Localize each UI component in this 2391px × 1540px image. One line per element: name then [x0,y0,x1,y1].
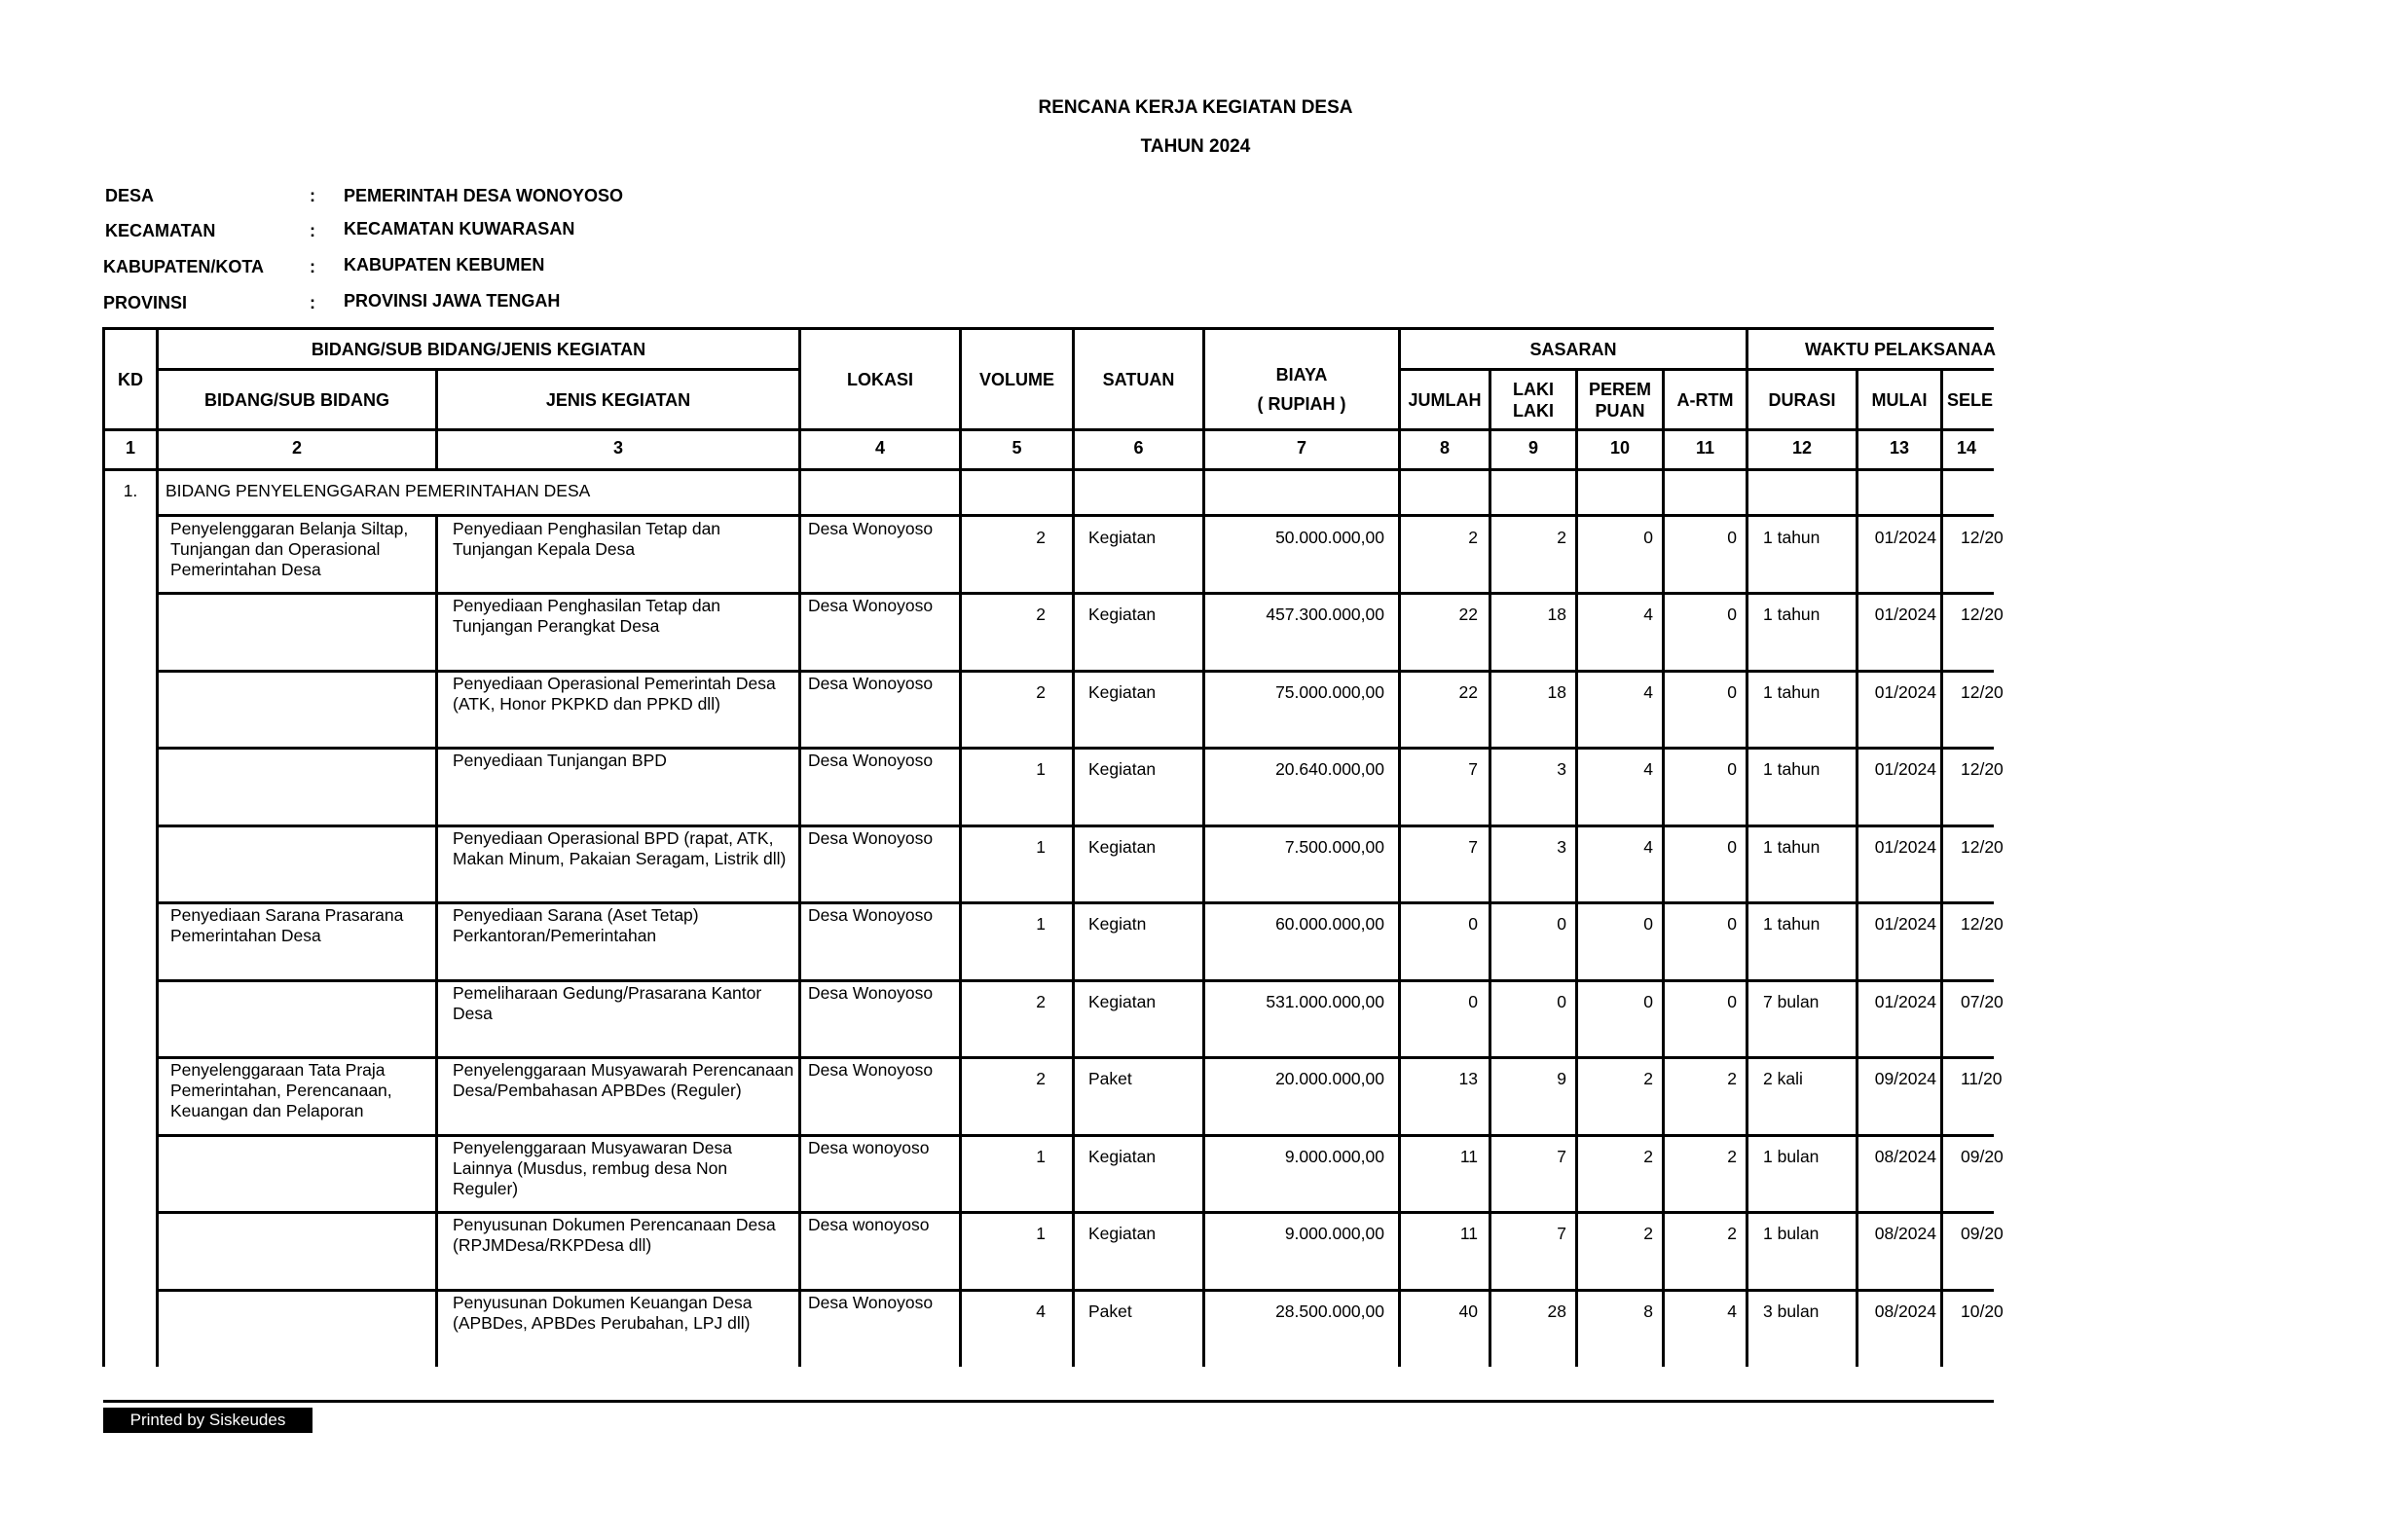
cell-mulai: 01/2024 [1874,914,1936,934]
cell-volume: 1 [1036,1224,1046,1243]
info-value-desa: PEMERINTAH DESA WONOYOSO [344,186,624,205]
header-volume: VOLUME [978,369,1054,389]
cell-biaya: 9.000.000,00 [1284,1224,1384,1243]
cell-mulai: 01/2024 [1874,528,1936,547]
cell-laki: 28 [1547,1302,1566,1321]
cell-bidang [170,751,431,821]
cell-perempuan: 2 [1643,1224,1653,1243]
col-number: 9 [1527,438,1538,458]
cell-durasi: 2 kali [1763,1069,1803,1088]
col-number: 8 [1439,438,1450,458]
header-perempuan-line2: PUAN [1595,400,1645,421]
grid-line [1072,327,1075,1367]
cell-laki: 3 [1557,837,1566,857]
header-laki-line1: LAKI [1513,379,1554,399]
cell-volume: 1 [1036,759,1046,779]
cell-durasi: 1 tahun [1763,605,1821,624]
cell-mulai: 08/2024 [1874,1302,1936,1321]
info-sep: : [310,186,315,205]
cell-mulai: 01/2024 [1874,837,1936,857]
cell-volume: 2 [1036,1069,1046,1088]
cell-bidang: Penyelenggaraan Tata Praja Pemerintahan, Perencanaan, Keuangan dan Pelaporan [170,1060,392,1120]
cell-jenis: Penyelenggaraan Musyawarah Perencanaan Desa/Pembahasan APBDes (Reguler) [453,1060,794,1100]
header-biaya-line2: ( RUPIAH ) [1257,394,1346,414]
header-satuan: SATUAN [1102,369,1175,389]
cell-artm: 0 [1727,528,1737,547]
col-number: 12 [1791,438,1813,458]
cell-laki: 7 [1557,1147,1566,1166]
cell-lokasi: Desa Wonoyoso [808,596,934,615]
grid-line [798,327,801,1367]
cell-bidang [170,1138,431,1208]
cell-selesai: 12/20 [1961,759,2004,779]
cell-jumlah: 13 [1458,1069,1478,1088]
cell-selesai: 11/20 [1961,1069,2003,1088]
cell-artm: 0 [1727,682,1737,702]
header-artm: A-RTM [1676,389,1734,410]
header-bidang-group: BIDANG/SUB BIDANG/JENIS KEGIATAN [311,339,646,359]
cell-jenis: Penyediaan Tunjangan BPD [453,751,667,770]
cell-perempuan: 4 [1643,837,1653,857]
cell-biaya: 7.500.000,00 [1284,837,1384,857]
cell-selesai: 12/20 [1961,914,2004,934]
cell-jenis: Penyediaan Penghasilan Tetap dan Tunjangan Perangkat Desa [453,596,721,636]
cell-bidang [170,983,431,1053]
cell-artm: 0 [1727,914,1737,934]
cell-artm: 0 [1727,837,1737,857]
cell-satuan: Kegiatan [1088,1147,1157,1166]
grid-line [1489,368,1491,1367]
col-number: 11 [1695,438,1715,458]
cell-jumlah: 11 [1459,1224,1478,1243]
cell-lokasi: Desa Wonoyoso [808,519,934,538]
cell-perempuan: 2 [1643,1069,1653,1088]
cell-durasi: 7 bulan [1763,992,1820,1011]
cell-artm: 2 [1727,1069,1737,1088]
cell-selesai: 12/20 [1961,605,2004,624]
header-bidang: BIDANG/SUB BIDANG [203,389,389,410]
grid-line [102,428,1994,431]
cell-artm: 2 [1727,1147,1737,1166]
col-number: 1 [125,438,135,458]
info-label-kecamatan: KECAMATAN [105,221,216,240]
cell-satuan: Kegiatan [1088,528,1157,547]
cell-jumlah: 7 [1468,759,1478,779]
grid-line [102,468,1994,471]
report-year: TAHUN 2024 [1140,136,1251,157]
cell-jenis: Penyusunan Dokumen Perencanaan Desa (RPJMDesa/RKPDesa dll) [453,1215,776,1255]
cell-durasi: 1 bulan [1763,1224,1820,1243]
grid-line [158,514,1994,517]
cell-jenis: Penyediaan Penghasilan Tetap dan Tunjangan Kepala Desa [453,519,721,559]
cell-mulai: 08/2024 [1874,1147,1936,1166]
cell-satuan: Kegiatan [1088,759,1157,779]
cell-biaya: 457.300.000,00 [1266,605,1384,624]
cell-lokasi: Desa Wonoyoso [808,1060,934,1080]
cell-lokasi: Desa Wonoyoso [808,674,934,693]
col-number: 3 [612,438,623,458]
cell-artm: 4 [1727,1302,1737,1321]
header-selesai: SELE [1947,389,1994,410]
info-label-provinsi: PROVINSI [103,293,188,312]
cell-volume: 4 [1036,1302,1046,1321]
cell-jenis: Penyediaan Operasional Pemerintah Desa (ATK, Honor PKPKD dan PPKD dll) [453,674,776,714]
cell-jenis: Penyediaan Sarana (Aset Tetap) Perkantoran/Pemerintahan [453,905,699,945]
col-number: 5 [1012,438,1022,458]
header-laki [1491,371,1575,428]
col-number: 7 [1296,438,1306,458]
cell-satuan: Kegiatn [1088,914,1147,934]
cell-laki: 0 [1557,992,1566,1011]
cell-satuan: Paket [1088,1069,1132,1088]
col-number: 6 [1133,438,1144,458]
cell-satuan: Paket [1088,1302,1132,1321]
cell-volume: 1 [1036,914,1046,934]
cell-perempuan: 0 [1643,914,1653,934]
grid-line [1398,327,1401,1367]
col-number: 4 [874,438,885,458]
cell-jumlah: 22 [1458,682,1478,702]
header-lokasi: LOKASI [846,369,913,389]
cell-perempuan: 4 [1643,759,1653,779]
cell-biaya: 75.000.000,00 [1275,682,1384,702]
cell-mulai: 01/2024 [1874,759,1936,779]
cell-durasi: 1 tahun [1763,682,1821,702]
cell-selesai: 10/20 [1961,1302,2004,1321]
cell-jenis: Penyediaan Operasional BPD (rapat, ATK, Makan Minum, Pakaian Seragam, Listrik dll) [453,828,787,868]
cell-jenis: Pemeliharaan Gedung/Prasarana Kantor Desa [453,983,762,1023]
cell-biaya: 9.000.000,00 [1284,1147,1384,1166]
grid-line [959,327,962,1367]
cell-jenis: Penyelenggaraan Musyawaran Desa Lainnya (Musdus, rembug desa Non Reguler) [453,1138,732,1198]
cell-mulai: 01/2024 [1874,992,1936,1011]
cell-laki: 18 [1547,605,1566,624]
cell-satuan: Kegiatan [1088,682,1157,702]
cell-lokasi: Desa Wonoyoso [808,828,934,848]
cell-selesai: 09/20 [1961,1224,2004,1243]
cell-lokasi: Desa Wonoyoso [808,983,934,1003]
cell-biaya: 50.000.000,00 [1275,528,1384,547]
info-sep: : [310,257,315,276]
info-label-kabupaten: KABUPATEN/KOTA [103,257,264,276]
cell-selesai: 12/20 [1961,682,2004,702]
col-number: 2 [291,438,302,458]
cell-durasi: 1 tahun [1763,528,1821,547]
header-jumlah: JUMLAH [1408,389,1482,410]
cell-selesai: 09/20 [1961,1147,2004,1166]
cell-bidang [170,1293,431,1363]
cell-durasi: 3 bulan [1763,1302,1820,1321]
header-perempuan [1578,371,1662,428]
header-sasaran: SASARAN [1529,339,1617,359]
cell-volume: 1 [1036,1147,1046,1166]
cell-mulai: 01/2024 [1874,682,1936,702]
cell-bidang [170,596,431,666]
info-value-kecamatan: KECAMATAN KUWARASAN [344,219,575,238]
printed-by-label: Printed by Siskeudes [103,1408,313,1433]
cell-artm: 0 [1727,605,1737,624]
cell-lokasi: Desa Wonoyoso [808,905,934,925]
cell-laki: 9 [1557,1069,1566,1088]
header-mulai: MULAI [1871,389,1928,410]
header-kd: KD [118,369,143,389]
cell-satuan: Kegiatan [1088,1224,1157,1243]
section-name: BIDANG PENYELENGGARAN PEMERINTAHAN DESA [166,481,591,500]
cell-bidang: Penyediaan Sarana Prasarana Pemerintahan Desa [170,905,404,945]
header-laki-line2: LAKI [1513,400,1554,421]
info-value-provinsi: PROVINSI JAWA TENGAH [344,291,561,311]
cell-perempuan: 4 [1643,682,1653,702]
cell-biaya: 531.000.000,00 [1266,992,1384,1011]
cell-biaya: 20.000.000,00 [1275,1069,1384,1088]
header-waktu: WAKTU PELAKSANAA [1805,339,1996,359]
cell-laki: 0 [1557,914,1566,934]
col-number: 10 [1609,438,1631,458]
cell-volume: 2 [1036,528,1046,547]
cell-perempuan: 8 [1643,1302,1653,1321]
section-kd: 1. [123,481,138,500]
cell-perempuan: 0 [1643,528,1653,547]
cell-satuan: Kegiatan [1088,837,1157,857]
cell-bidang [170,674,431,744]
grid-line [1940,368,1943,1367]
cell-laki: 2 [1557,528,1566,547]
cell-satuan: Kegiatan [1088,992,1157,1011]
cell-lokasi: Desa wonoyoso [808,1215,930,1234]
cell-jumlah: 0 [1468,992,1478,1011]
cell-perempuan: 2 [1643,1147,1653,1166]
cell-lokasi: Desa Wonoyoso [808,751,934,770]
cell-artm: 0 [1727,759,1737,779]
cell-bidang [170,828,431,898]
cell-mulai: 08/2024 [1874,1224,1936,1243]
grid-line [1202,327,1205,1367]
cell-selesai: 12/20 [1961,528,2004,547]
cell-bidang: Penyelenggaran Belanja Siltap, Tunjangan dan Operasional Pemerintahan Desa [170,519,409,579]
info-value-kabupaten: KABUPATEN KEBUMEN [344,255,545,275]
col-number: 13 [1889,438,1910,458]
cell-jumlah: 2 [1468,528,1478,547]
cell-jumlah: 7 [1468,837,1478,857]
cell-biaya: 20.640.000,00 [1275,759,1384,779]
cell-volume: 2 [1036,682,1046,702]
cell-lokasi: Desa wonoyoso [808,1138,930,1157]
footer-rule [103,1400,1994,1403]
grid-line [1746,327,1748,1367]
cell-lokasi: Desa Wonoyoso [808,1293,934,1312]
cell-jumlah: 11 [1459,1147,1478,1166]
cell-selesai: 07/20 [1961,992,2004,1011]
cell-jumlah: 22 [1458,605,1478,624]
cell-artm: 0 [1727,992,1737,1011]
cell-jenis: Penyusunan Dokumen Keuangan Desa (APBDes, APBDes Perubahan, LPJ dll) [453,1293,753,1333]
cell-bidang [170,1215,431,1285]
grid-line [1575,368,1578,1367]
cell-perempuan: 0 [1643,992,1653,1011]
cell-durasi: 1 tahun [1763,759,1821,779]
grid-line [1662,368,1665,1367]
cell-perempuan: 4 [1643,605,1653,624]
cell-durasi: 1 tahun [1763,914,1821,934]
info-label-desa: DESA [105,186,155,205]
cell-laki: 7 [1557,1224,1566,1243]
cell-mulai: 01/2024 [1874,605,1936,624]
cell-laki: 18 [1547,682,1566,702]
cell-jumlah: 0 [1468,914,1478,934]
cell-selesai: 12/20 [1961,837,2004,857]
cell-biaya: 28.500.000,00 [1275,1302,1384,1321]
header-biaya-line1: BIAYA [1275,365,1328,385]
cell-volume: 2 [1036,605,1046,624]
info-sep: : [310,293,315,312]
report-title: RENCANA KERJA KEGIATAN DESA [1038,97,1353,118]
header-perempuan-line1: PEREM [1588,379,1651,399]
cell-mulai: 09/2024 [1874,1069,1936,1088]
cell-jumlah: 40 [1458,1302,1478,1321]
col-number: 14 [1957,438,1977,458]
cell-volume: 1 [1036,837,1046,857]
info-sep: : [310,221,315,240]
cell-laki: 3 [1557,759,1566,779]
cell-durasi: 1 bulan [1763,1147,1820,1166]
cell-satuan: Kegiatan [1088,605,1157,624]
cell-durasi: 1 tahun [1763,837,1821,857]
header-durasi: DURASI [1768,389,1836,410]
header-jenis: JENIS KEGIATAN [545,389,691,410]
cell-volume: 2 [1036,992,1046,1011]
header-biaya [1205,350,1398,428]
grid-line [435,514,438,1367]
cell-biaya: 60.000.000,00 [1275,914,1384,934]
cell-artm: 2 [1727,1224,1737,1243]
